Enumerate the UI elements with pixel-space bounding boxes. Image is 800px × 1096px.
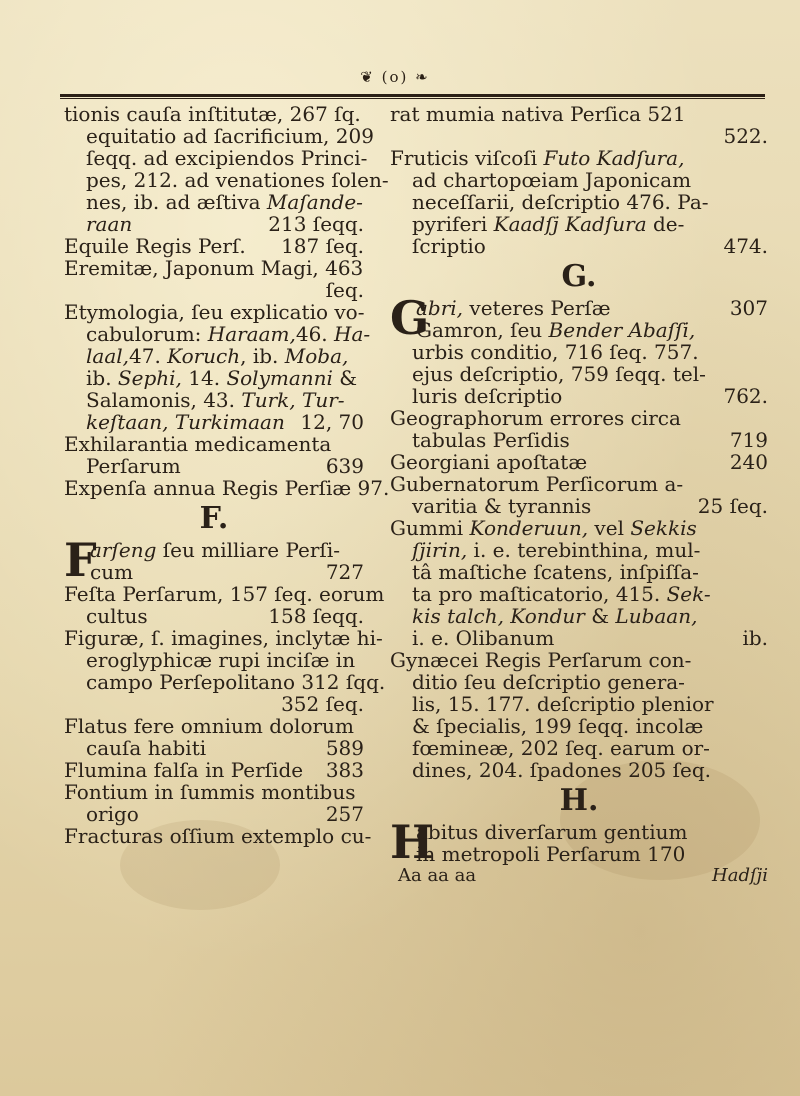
index-line (390, 473, 768, 495)
page-reference: 240 (729, 450, 768, 474)
index-line (390, 671, 768, 693)
entry-text: veteres Perſæ (463, 296, 611, 320)
entry-text: Exhilarantia medicamenta (64, 432, 332, 456)
entry-text: Georgiani apoſtatæ (390, 450, 588, 474)
entry-text: Geographorum errores circa (390, 406, 681, 430)
index-line (64, 582, 385, 606)
index-line (64, 146, 368, 170)
index-line (64, 693, 364, 715)
index-line (64, 649, 364, 671)
index-line (64, 476, 390, 500)
index-line (64, 257, 364, 279)
page-reference: 639 (325, 454, 364, 478)
page-reference: 187 ſeq. (281, 234, 364, 258)
page-reference: 257 (325, 802, 364, 826)
entry-italic: Konderuun, (469, 516, 589, 540)
page-reference: 727 (325, 560, 364, 584)
entry-text: ta pro maſticatorio, 415. (412, 582, 667, 606)
index-line (64, 737, 364, 759)
entry-text: urbis conditio, 716 ſeq. 757. (412, 340, 699, 364)
entry-text: origo (86, 802, 139, 826)
index-entries-right (390, 103, 768, 257)
entry-text: 46. (295, 322, 335, 346)
index-line (64, 781, 364, 803)
entry-text: 14. (181, 366, 227, 390)
index-line (64, 235, 364, 257)
index-line (390, 235, 768, 257)
entry-text: pyriferi (412, 212, 494, 236)
index-line (64, 213, 364, 235)
catchword: Hadſji (712, 865, 768, 886)
page-reference: 522. (723, 124, 768, 148)
index-line (64, 191, 364, 213)
drop-capital: G (390, 291, 430, 345)
page-reference: 474. (723, 234, 768, 258)
entry-text: , ib. (240, 344, 285, 368)
index-line (390, 407, 768, 429)
header-rule (60, 94, 765, 97)
entry-text: luris deſcriptio (412, 384, 563, 408)
page-reference: 12, 70 (300, 410, 364, 434)
index-line (390, 715, 768, 737)
section-letter-f: F. (199, 501, 229, 536)
index-line (64, 345, 364, 367)
index-line (390, 627, 768, 649)
entry-text: Expenſa annua Regis Perſiæ 97. (64, 476, 390, 500)
left-column (64, 102, 390, 848)
entry-italic: abri, (416, 296, 464, 320)
index-line (64, 322, 371, 346)
entry-italic: Maſande- (266, 190, 363, 214)
entry-text: Feſta Perſarum, 157 ſeq. eorum (64, 582, 385, 606)
entry-text: Eremitæ, Japonum Magi, 463 (64, 256, 364, 280)
page-reference: 589 (325, 736, 364, 760)
page-reference: ſeq. (325, 278, 364, 302)
entry-text: ejus deſcriptio, 759 ſeqq. tel- (412, 362, 706, 386)
entry-text: & ſpecialis, 199 ſeqq. incolæ (412, 714, 704, 738)
entry-text: Fontium in ſummis montibus (64, 780, 356, 804)
entry-text: Equile Regis Perſ. (64, 234, 246, 258)
index-line (64, 279, 364, 301)
index-line (64, 301, 364, 323)
index-line (390, 385, 768, 407)
page-reference: 352 ſeq. (281, 692, 364, 716)
header-rule-thin (60, 98, 765, 99)
index-line (390, 363, 768, 385)
entry-italic: Sek- (666, 582, 711, 606)
index-line (64, 605, 364, 627)
catchword-line (390, 865, 768, 887)
index-line (390, 319, 768, 341)
entry-text: ib. (86, 366, 118, 390)
entry-italic: keſtaan, Turkimaan (86, 410, 285, 434)
entry-text: abitus diverſarum gentium (416, 820, 688, 844)
index-line (64, 670, 386, 694)
entry-text: Figuræ, ſ. imagines, inclytæ hi- (64, 626, 383, 650)
index-line (390, 843, 768, 865)
index-line (64, 759, 364, 781)
entry-text: tabulas Perſidis (412, 428, 570, 452)
entry-text: Gamron, ſeu (416, 318, 549, 342)
entry-text: tâ maſtiche ſcatens, inſpiſſa- (412, 560, 699, 584)
index-line (64, 561, 364, 583)
entry-italic: Futo Kadſura, (543, 146, 685, 170)
entry-text: Gubernatorum Perſicorum a- (390, 472, 684, 496)
entry-italic: laal, (86, 344, 129, 368)
index-line (64, 626, 383, 650)
index-line (64, 124, 374, 148)
entry-italic: Sephi, (117, 366, 182, 390)
index-line (64, 803, 364, 825)
index-line (390, 759, 768, 781)
section-letter-g: G. (561, 259, 597, 294)
index-line (64, 433, 364, 455)
entry-italic: arſeng (90, 538, 157, 562)
entry-text: cultus (86, 604, 148, 628)
index-line (390, 737, 768, 759)
page-reference: 383 (325, 758, 364, 782)
index-line (390, 191, 768, 213)
index-line (390, 561, 768, 583)
entry-text: ditio ſeu deſcriptio genera- (412, 670, 685, 694)
entry-italic: Turk, Tur- (241, 388, 345, 412)
entry-text: & (332, 366, 358, 390)
entry-text: dines, 204. ſpadones 205 ſeq. (412, 758, 712, 782)
entry-italic: Haraam, (207, 322, 296, 346)
section-letter-h: H. (559, 783, 599, 818)
entry-text: cabulorum: (86, 322, 208, 346)
page-reference: 158 ſeqq. (268, 604, 364, 628)
entry-text: Fruticis viſcoſi (390, 146, 544, 170)
entry-text: ad chartopœiam Japonicam (412, 168, 692, 192)
entry-text: neceſſarii, deſcriptio 476. Pa- (412, 190, 709, 214)
entry-text: varitia & tyrannis (412, 494, 592, 518)
entry-text: pes, 212. ad venationes ſolen- (86, 168, 389, 192)
entry-italic: ſjirin, (412, 538, 468, 562)
index-line (64, 367, 364, 389)
index-line (390, 495, 768, 517)
entry-text: Flumina falſa in Perſide (64, 758, 304, 782)
index-line (64, 715, 364, 737)
entry-italic: Bender Abaſſi, (548, 318, 696, 342)
index-line (390, 213, 768, 235)
index-line (390, 693, 768, 715)
index-line (390, 583, 768, 605)
entry-text: nes, ib. ad æſtiva (86, 190, 267, 214)
index-line (390, 649, 768, 671)
page-reference: 307 (729, 296, 768, 320)
entry-italic: Kaadſj Kadſura (493, 212, 647, 236)
entry-text: Fracturas oſſium extemplo cu- (64, 824, 372, 848)
index-entries-right-h (390, 815, 768, 869)
entry-text: eroglyphicæ rupi inciſæ in (86, 648, 356, 672)
entry-text: lis, 15. 177. deſcriptio plenior (412, 692, 714, 716)
entry-text: tionis cauſa inſtitutæ, 267 ſq. (64, 102, 361, 126)
entry-text: ſeu milliare Perſi- (156, 538, 340, 562)
index-line (390, 125, 768, 147)
entry-italic: Sekkis (630, 516, 697, 540)
entry-text: cauſa habiti (86, 736, 207, 760)
index-line (64, 824, 372, 848)
entry-italic: raan (86, 212, 133, 236)
entry-text: & (584, 604, 616, 628)
entry-text: Gynæcei Regis Perſarum con- (390, 648, 692, 672)
page-reference: 25 ſeq. (697, 494, 768, 518)
entry-text: rat mumia nativa Perſica 521 (390, 102, 686, 126)
drop-capital: F (64, 533, 97, 587)
index-line (390, 147, 768, 169)
entry-text: Salamonis, 43. (86, 388, 242, 412)
entry-text: in metropoli Perſarum 170 (416, 842, 686, 866)
entry-text: fœmineæ, 202 ſeq. earum or- (412, 736, 710, 760)
entry-text: equitatio ad ſacrificium, 209 (86, 124, 374, 148)
index-line (390, 429, 768, 451)
entry-text: i. e. Olibanum (412, 626, 555, 650)
entry-text: de- (646, 212, 685, 236)
page-reference: ib. (742, 626, 768, 650)
page-header (60, 70, 765, 100)
entry-text: Perſarum (86, 454, 181, 478)
entry-text: cum (90, 560, 134, 584)
entry-text: vel (588, 516, 631, 540)
index-line (390, 539, 768, 561)
entry-italic: Solymanni (226, 366, 333, 390)
index-entries-right-g (390, 291, 768, 782)
index-line (390, 605, 768, 627)
index-line (64, 455, 364, 477)
drop-capital: H (390, 815, 434, 869)
index-line (390, 517, 768, 539)
entry-text: Flatus fere omnium dolorum (64, 714, 354, 738)
index-line (64, 389, 364, 411)
entry-text: Gummi (390, 516, 470, 540)
index-line (64, 168, 389, 192)
index-line (64, 411, 364, 433)
entry-text: campo Perſepolitano 312 ſqq. (86, 670, 386, 694)
index-line (390, 169, 768, 191)
entry-italic: Ha- (334, 322, 371, 346)
entry-text: ſeqq. ad excipiendos Princi- (86, 146, 368, 170)
entry-text: ſcriptio (412, 234, 486, 258)
index-entries-left (64, 102, 390, 500)
index-line (390, 341, 768, 363)
page-reference: 762. (723, 384, 768, 408)
right-column (390, 103, 768, 887)
entry-italic: Lubaan, (615, 604, 698, 628)
index-line (64, 103, 364, 125)
page-reference: 719 (729, 428, 768, 452)
entry-italic: Moba, (284, 344, 349, 368)
entry-italic: Koruch (167, 344, 241, 368)
signature-mark: Aa aa aa (398, 865, 477, 886)
entry-text: Etymologia, ſeu explicatio vo- (64, 300, 365, 324)
page-reference: 213 ſeqq. (268, 212, 364, 236)
header-ornament: ❦ (o) ❧ (360, 68, 430, 86)
entry-italic: kis talch, Kondur (412, 604, 585, 628)
entry-text: 47. (129, 344, 168, 368)
index-line (390, 451, 768, 473)
index-entries-left-f (64, 533, 386, 848)
index-line (390, 103, 768, 125)
entry-text: i. e. terebinthina, mul- (467, 538, 701, 562)
